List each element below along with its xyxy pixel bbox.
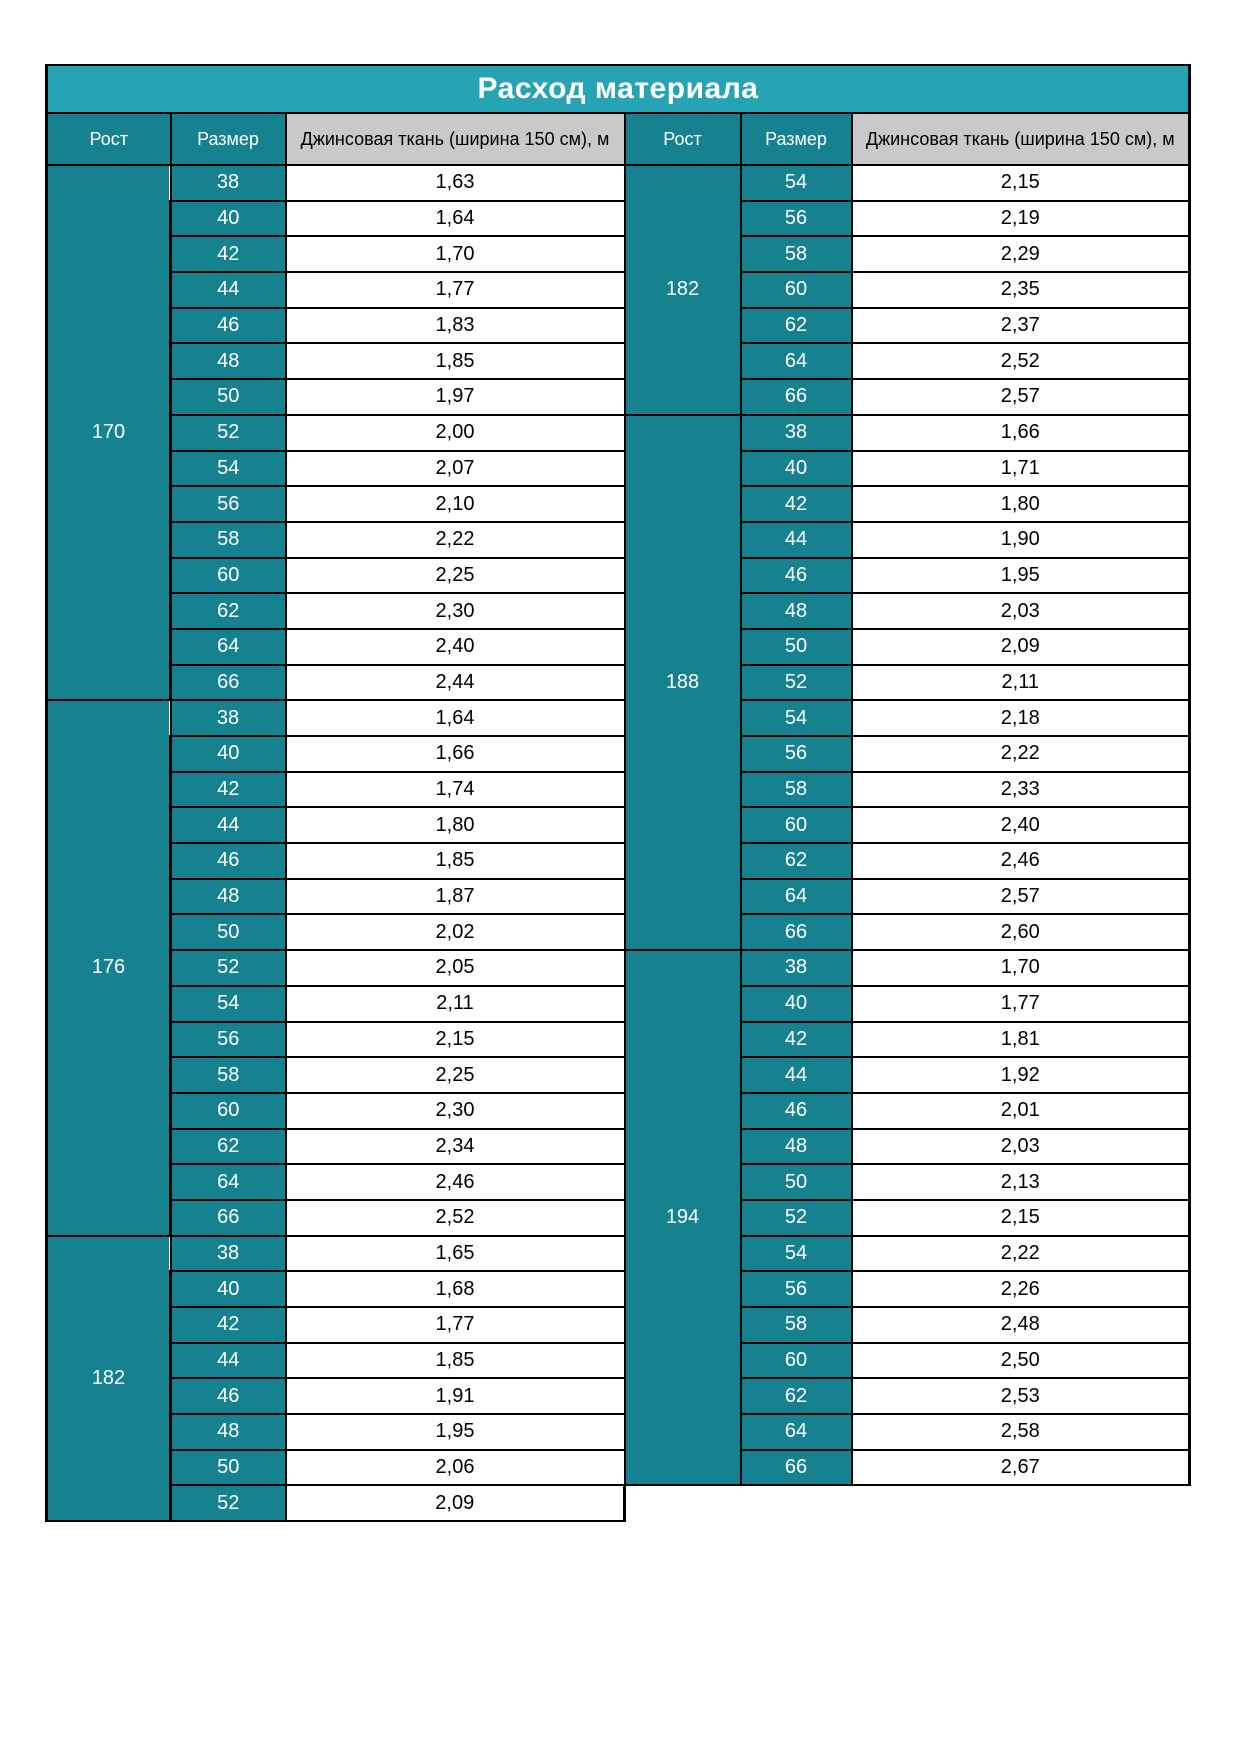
size-cell-left: 52 (171, 1485, 286, 1521)
fabric-value-cell-left: 1,74 (286, 772, 625, 808)
size-cell-left: 48 (171, 1414, 286, 1450)
table-title: Расход материала (47, 65, 1190, 113)
fabric-value-cell-right: 2,09 (852, 629, 1190, 665)
fabric-value-cell-right: 2,50 (852, 1343, 1190, 1379)
size-cell-left: 66 (171, 665, 286, 701)
fabric-value-cell-right: 2,58 (852, 1414, 1190, 1450)
size-cell-right: 52 (741, 665, 852, 701)
fabric-value-cell-left: 2,09 (286, 1485, 625, 1521)
size-cell-left: 52 (171, 415, 286, 451)
size-cell-right: 54 (741, 165, 852, 201)
fabric-value-cell-right: 2,67 (852, 1450, 1190, 1486)
table-row (47, 1022, 1190, 1058)
header-height-right: Рост (625, 113, 741, 165)
fabric-value-cell-right: 1,70 (852, 950, 1190, 986)
table-row (47, 1414, 1190, 1450)
fabric-value-cell-left: 2,44 (286, 665, 625, 701)
fabric-value-cell-left: 1,64 (286, 700, 625, 736)
size-cell-right: 66 (741, 379, 852, 415)
height-group-cell-left: 176 (47, 700, 171, 1235)
fabric-value-cell-right: 2,29 (852, 236, 1190, 272)
table-row (47, 272, 1190, 308)
fabric-value-cell-left: 2,46 (286, 1164, 625, 1200)
fabric-value-cell-right: 2,01 (852, 1093, 1190, 1129)
size-cell-left: 58 (171, 522, 286, 558)
fabric-value-cell-left: 1,65 (286, 1236, 625, 1272)
table-row (47, 451, 1190, 487)
fabric-value-cell-right: 2,52 (852, 343, 1190, 379)
fabric-value-cell-right: 1,95 (852, 558, 1190, 594)
size-cell-left: 38 (171, 1236, 286, 1272)
fabric-value-cell-left: 1,83 (286, 308, 625, 344)
header-size-left: Размер (171, 113, 286, 165)
fabric-value-cell-left: 2,30 (286, 1093, 625, 1129)
header-fabric-right: Джинсовая ткань (ширина 150 см), м (852, 113, 1190, 165)
fabric-value-cell-right: 1,77 (852, 986, 1190, 1022)
fabric-value-cell-right: 2,57 (852, 879, 1190, 915)
size-cell-right: 54 (741, 700, 852, 736)
header-height-left: Рост (47, 113, 171, 165)
title-row (47, 65, 1190, 113)
fabric-value-cell-left: 1,97 (286, 379, 625, 415)
fabric-value-cell-right: 2,37 (852, 308, 1190, 344)
fabric-value-cell-right: 2,60 (852, 914, 1190, 950)
table-row (47, 1271, 1190, 1307)
table-row (47, 950, 1190, 986)
size-cell-left: 42 (171, 236, 286, 272)
size-cell-left: 60 (171, 1093, 286, 1129)
table-row (47, 1236, 1190, 1272)
size-cell-left: 44 (171, 1343, 286, 1379)
fabric-value-cell-right: 2,53 (852, 1378, 1190, 1414)
size-cell-right: 38 (741, 950, 852, 986)
fabric-value-cell-right: 2,03 (852, 593, 1190, 629)
fabric-value-cell-left: 2,15 (286, 1022, 625, 1058)
fabric-value-cell-right: 1,71 (852, 451, 1190, 487)
size-cell-right: 64 (741, 879, 852, 915)
size-cell-right: 40 (741, 451, 852, 487)
table-row (47, 1485, 1190, 1521)
size-cell-left: 38 (171, 165, 286, 201)
table-row (47, 1057, 1190, 1093)
size-cell-right: 48 (741, 593, 852, 629)
fabric-value-cell-right: 2,19 (852, 201, 1190, 237)
fabric-value-cell-left: 2,07 (286, 451, 625, 487)
height-group-cell-left: 170 (47, 165, 171, 700)
size-cell-left: 44 (171, 272, 286, 308)
size-cell-left: 40 (171, 736, 286, 772)
size-cell-right: 62 (741, 843, 852, 879)
fabric-value-cell-left: 2,30 (286, 593, 625, 629)
size-cell-left: 46 (171, 308, 286, 344)
size-cell-right: 58 (741, 236, 852, 272)
fabric-value-cell-right: 2,48 (852, 1307, 1190, 1343)
fabric-value-cell-left: 1,87 (286, 879, 625, 915)
table-row (47, 1343, 1190, 1379)
size-cell-right: 60 (741, 807, 852, 843)
fabric-value-cell-right: 2,18 (852, 700, 1190, 736)
table-row (47, 201, 1190, 237)
table-row (47, 415, 1190, 451)
height-group-cell-right: 182 (625, 165, 741, 415)
fabric-value-cell-left: 2,52 (286, 1200, 625, 1236)
size-cell-left: 50 (171, 1450, 286, 1486)
size-cell-right: 56 (741, 201, 852, 237)
fabric-value-cell-left: 2,25 (286, 1057, 625, 1093)
size-cell-left: 42 (171, 1307, 286, 1343)
fabric-value-cell-right: 1,90 (852, 522, 1190, 558)
fabric-value-cell-left: 1,77 (286, 1307, 625, 1343)
table-row (47, 879, 1190, 915)
size-cell-right: 54 (741, 1236, 852, 1272)
fabric-value-cell-left: 2,22 (286, 522, 625, 558)
fabric-value-cell-right: 2,03 (852, 1129, 1190, 1165)
table-row (47, 665, 1190, 701)
fabric-value-cell-left: 1,91 (286, 1378, 625, 1414)
table-row (47, 700, 1190, 736)
size-cell-right: 44 (741, 1057, 852, 1093)
fabric-value-cell-right: 2,13 (852, 1164, 1190, 1200)
fabric-value-cell-left: 1,95 (286, 1414, 625, 1450)
size-cell-right: 42 (741, 486, 852, 522)
size-cell-right: 48 (741, 1129, 852, 1165)
fabric-value-cell-left: 2,34 (286, 1129, 625, 1165)
table-row (47, 736, 1190, 772)
fabric-value-cell-left: 2,25 (286, 558, 625, 594)
table-row (47, 558, 1190, 594)
table-row (47, 1164, 1190, 1200)
size-cell-right: 38 (741, 415, 852, 451)
table-row (47, 379, 1190, 415)
fabric-value-cell-right: 2,26 (852, 1271, 1190, 1307)
fabric-value-cell-left: 1,63 (286, 165, 625, 201)
fabric-value-cell-left: 2,06 (286, 1450, 625, 1486)
table-row (47, 629, 1190, 665)
size-cell-right: 50 (741, 1164, 852, 1200)
table-row (47, 1378, 1190, 1414)
fabric-value-cell-right: 2,57 (852, 379, 1190, 415)
height-group-cell-right: 188 (625, 415, 741, 950)
fabric-value-cell-left: 2,10 (286, 486, 625, 522)
fabric-value-cell-left: 1,85 (286, 343, 625, 379)
column-header-row (47, 113, 1190, 165)
size-cell-left: 66 (171, 1200, 286, 1236)
fabric-value-cell-left: 2,00 (286, 415, 625, 451)
size-cell-right: 42 (741, 1022, 852, 1058)
fabric-value-cell-right: 1,66 (852, 415, 1190, 451)
fabric-value-cell-right: 1,81 (852, 1022, 1190, 1058)
header-fabric-left: Джинсовая ткань (ширина 150 см), м (286, 113, 625, 165)
fabric-value-cell-left: 2,11 (286, 986, 625, 1022)
fabric-value-cell-left: 2,02 (286, 914, 625, 950)
fabric-value-cell-left: 1,66 (286, 736, 625, 772)
height-group-cell-left: 182 (47, 1236, 171, 1522)
fabric-value-cell-right: 2,15 (852, 1200, 1190, 1236)
fabric-value-cell-right: 2,35 (852, 272, 1190, 308)
size-cell-left: 62 (171, 593, 286, 629)
fabric-value-cell-left: 1,85 (286, 843, 625, 879)
fabric-value-cell-left: 1,64 (286, 201, 625, 237)
size-cell-left: 42 (171, 772, 286, 808)
fabric-value-cell-right: 2,33 (852, 772, 1190, 808)
table-row (47, 593, 1190, 629)
table-row (47, 343, 1190, 379)
table-row (47, 807, 1190, 843)
size-cell-right: 44 (741, 522, 852, 558)
table-row (47, 1450, 1190, 1486)
table-row (47, 772, 1190, 808)
size-cell-left: 54 (171, 451, 286, 487)
size-cell-left: 56 (171, 1022, 286, 1058)
fabric-value-cell-left: 2,05 (286, 950, 625, 986)
fabric-value-cell-left: 1,77 (286, 272, 625, 308)
size-cell-right: 58 (741, 1307, 852, 1343)
size-cell-left: 46 (171, 843, 286, 879)
table-row (47, 1093, 1190, 1129)
fabric-value-cell-left: 1,80 (286, 807, 625, 843)
size-cell-left: 40 (171, 201, 286, 237)
size-cell-left: 58 (171, 1057, 286, 1093)
table-row (47, 1200, 1190, 1236)
size-cell-right: 66 (741, 1450, 852, 1486)
fabric-value-cell-right: 1,80 (852, 486, 1190, 522)
table-row (47, 1129, 1190, 1165)
table-row (47, 843, 1190, 879)
size-cell-right: 62 (741, 1378, 852, 1414)
fabric-value-cell-left: 1,70 (286, 236, 625, 272)
size-cell-left: 54 (171, 986, 286, 1022)
fabric-value-cell-right: 2,22 (852, 736, 1190, 772)
size-cell-right: 66 (741, 914, 852, 950)
size-cell-left: 52 (171, 950, 286, 986)
fabric-value-cell-right: 2,15 (852, 165, 1190, 201)
size-cell-left: 48 (171, 343, 286, 379)
size-cell-right: 56 (741, 736, 852, 772)
fabric-value-cell-left: 1,85 (286, 1343, 625, 1379)
size-cell-right: 60 (741, 1343, 852, 1379)
size-cell-left: 38 (171, 700, 286, 736)
size-cell-right: 50 (741, 629, 852, 665)
size-cell-left: 62 (171, 1129, 286, 1165)
fabric-value-cell-right: 2,40 (852, 807, 1190, 843)
size-cell-left: 48 (171, 879, 286, 915)
size-cell-right: 46 (741, 558, 852, 594)
table-row (47, 914, 1190, 950)
size-cell-right: 46 (741, 1093, 852, 1129)
fabric-value-cell-left: 2,40 (286, 629, 625, 665)
size-cell-left: 50 (171, 379, 286, 415)
size-cell-right: 62 (741, 308, 852, 344)
size-cell-right: 60 (741, 272, 852, 308)
size-cell-right: 40 (741, 986, 852, 1022)
table-row (47, 986, 1190, 1022)
table-row (47, 522, 1190, 558)
size-cell-right: 58 (741, 772, 852, 808)
header-size-right: Размер (741, 113, 852, 165)
size-cell-left: 64 (171, 1164, 286, 1200)
size-cell-right: 64 (741, 1414, 852, 1450)
size-cell-left: 44 (171, 807, 286, 843)
size-cell-left: 56 (171, 486, 286, 522)
fabric-value-cell-right: 2,22 (852, 1236, 1190, 1272)
height-group-cell-right: 194 (625, 950, 741, 1485)
fabric-value-cell-right: 2,46 (852, 843, 1190, 879)
table-row (47, 1307, 1190, 1343)
size-cell-right: 52 (741, 1200, 852, 1236)
fabric-value-cell-left: 1,68 (286, 1271, 625, 1307)
table-row (47, 165, 1190, 201)
table-row (47, 308, 1190, 344)
table-row (47, 236, 1190, 272)
size-cell-left: 64 (171, 629, 286, 665)
size-cell-right: 56 (741, 1271, 852, 1307)
fabric-value-cell-right: 2,11 (852, 665, 1190, 701)
size-cell-left: 46 (171, 1378, 286, 1414)
document-page (45, 64, 1191, 1522)
fabric-value-cell-right: 1,92 (852, 1057, 1190, 1093)
material-consumption-table (45, 64, 1191, 1522)
size-cell-left: 60 (171, 558, 286, 594)
table-row (47, 486, 1190, 522)
size-cell-left: 40 (171, 1271, 286, 1307)
size-cell-left: 50 (171, 914, 286, 950)
table-body (47, 165, 1190, 1521)
size-cell-right: 64 (741, 343, 852, 379)
